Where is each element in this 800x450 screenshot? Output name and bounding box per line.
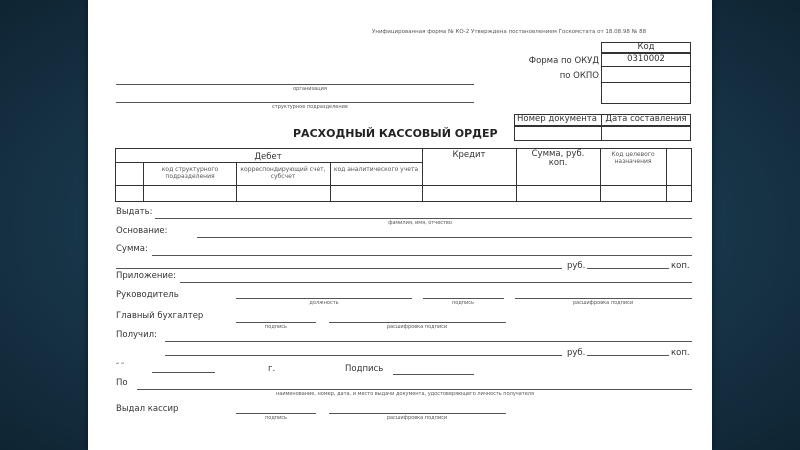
sign-label: Подпись	[345, 364, 384, 374]
received-line[interactable]	[165, 341, 692, 342]
signature-caption: подпись	[265, 415, 287, 421]
chief-decode-line[interactable]	[329, 322, 506, 323]
code-header: Код	[637, 42, 655, 52]
attachment-line[interactable]	[180, 282, 692, 283]
by-label: По	[116, 378, 128, 388]
received-line-2[interactable]	[165, 355, 562, 356]
signature-caption: подпись	[452, 300, 474, 306]
dept-caption: структурное подразделение	[272, 104, 348, 110]
decode-caption: расшифровка подписи	[386, 324, 448, 330]
form-header-note: Унифицированная форма № КО-2 Утверждена постановлением Госкомстата от 18.08.98 № 88	[372, 29, 647, 35]
okud-value: 0310002	[627, 54, 665, 64]
rub-label: руб.	[567, 261, 586, 271]
basis-label: Основание:	[116, 226, 168, 236]
received-label: Получил:	[116, 330, 157, 340]
date-quotes: “ ”	[116, 362, 125, 369]
position-caption: должность	[309, 300, 339, 306]
kop-line[interactable]	[587, 355, 669, 356]
doc-number-header: Номер документа	[517, 114, 597, 124]
head-label: Руководитель	[116, 290, 179, 300]
attachment-label: Приложение:	[116, 271, 177, 281]
signature-caption: подпись	[265, 324, 287, 330]
org-caption: организация	[293, 86, 327, 92]
page-title: РАСХОДНЫЙ КАССОВЫЙ ОРДЕР	[293, 127, 498, 140]
sum-label: Сумма:	[116, 244, 148, 254]
okpo-label: по ОКПО	[559, 71, 599, 81]
cashier-label: Выдал кассир	[116, 404, 179, 414]
debit-sub-analytic: код аналитического учета	[333, 166, 419, 173]
organization-line[interactable]	[116, 84, 474, 85]
department-line[interactable]	[116, 102, 474, 103]
cashier-decode-line[interactable]	[329, 413, 506, 414]
head-decode-line[interactable]	[515, 298, 692, 299]
issue-line[interactable]	[155, 218, 692, 219]
sum-header: Сумма, руб. коп.	[531, 149, 585, 168]
chief-accountant-label: Главный бухгалтер	[116, 311, 204, 321]
id-document-line[interactable]	[137, 389, 692, 390]
head-position-line[interactable]	[236, 298, 412, 299]
kop-label: коп.	[671, 261, 690, 271]
kop-line[interactable]	[587, 268, 669, 269]
rub-label: руб.	[567, 348, 586, 358]
sum-line-2[interactable]	[116, 268, 562, 269]
month-line[interactable]	[152, 372, 215, 373]
issue-caption: фамилия, имя, отчество	[388, 220, 452, 226]
decode-caption: расшифровка подписи	[572, 300, 634, 306]
kop-label: коп.	[671, 348, 690, 358]
doc-date-header: Дата составления	[605, 114, 687, 124]
debit-header: Дебет	[254, 152, 282, 162]
chief-signature-line[interactable]	[236, 322, 316, 323]
debit-sub-dept: код структурного подразделения	[161, 166, 219, 180]
sum-line[interactable]	[152, 255, 692, 256]
basis-line[interactable]	[197, 237, 692, 238]
sign-line[interactable]	[393, 374, 474, 375]
debit-sub-account: корреспондирующий счет, субсчет	[240, 166, 326, 180]
okud-label: Форма по ОКУД	[528, 56, 599, 66]
purpose-code-header: Код целевого назначения	[611, 151, 655, 165]
decode-caption: расшифровка подписи	[386, 415, 448, 421]
issue-label: Выдать:	[116, 207, 153, 217]
credit-header: Кредит	[452, 150, 486, 160]
cashier-signature-line[interactable]	[236, 413, 316, 414]
year-label: г.	[268, 364, 276, 374]
id-document-caption: наименование, номер, дата, и место выдачи документа, удостоверяющего личность получателя	[275, 391, 535, 397]
head-signature-line[interactable]	[423, 298, 504, 299]
